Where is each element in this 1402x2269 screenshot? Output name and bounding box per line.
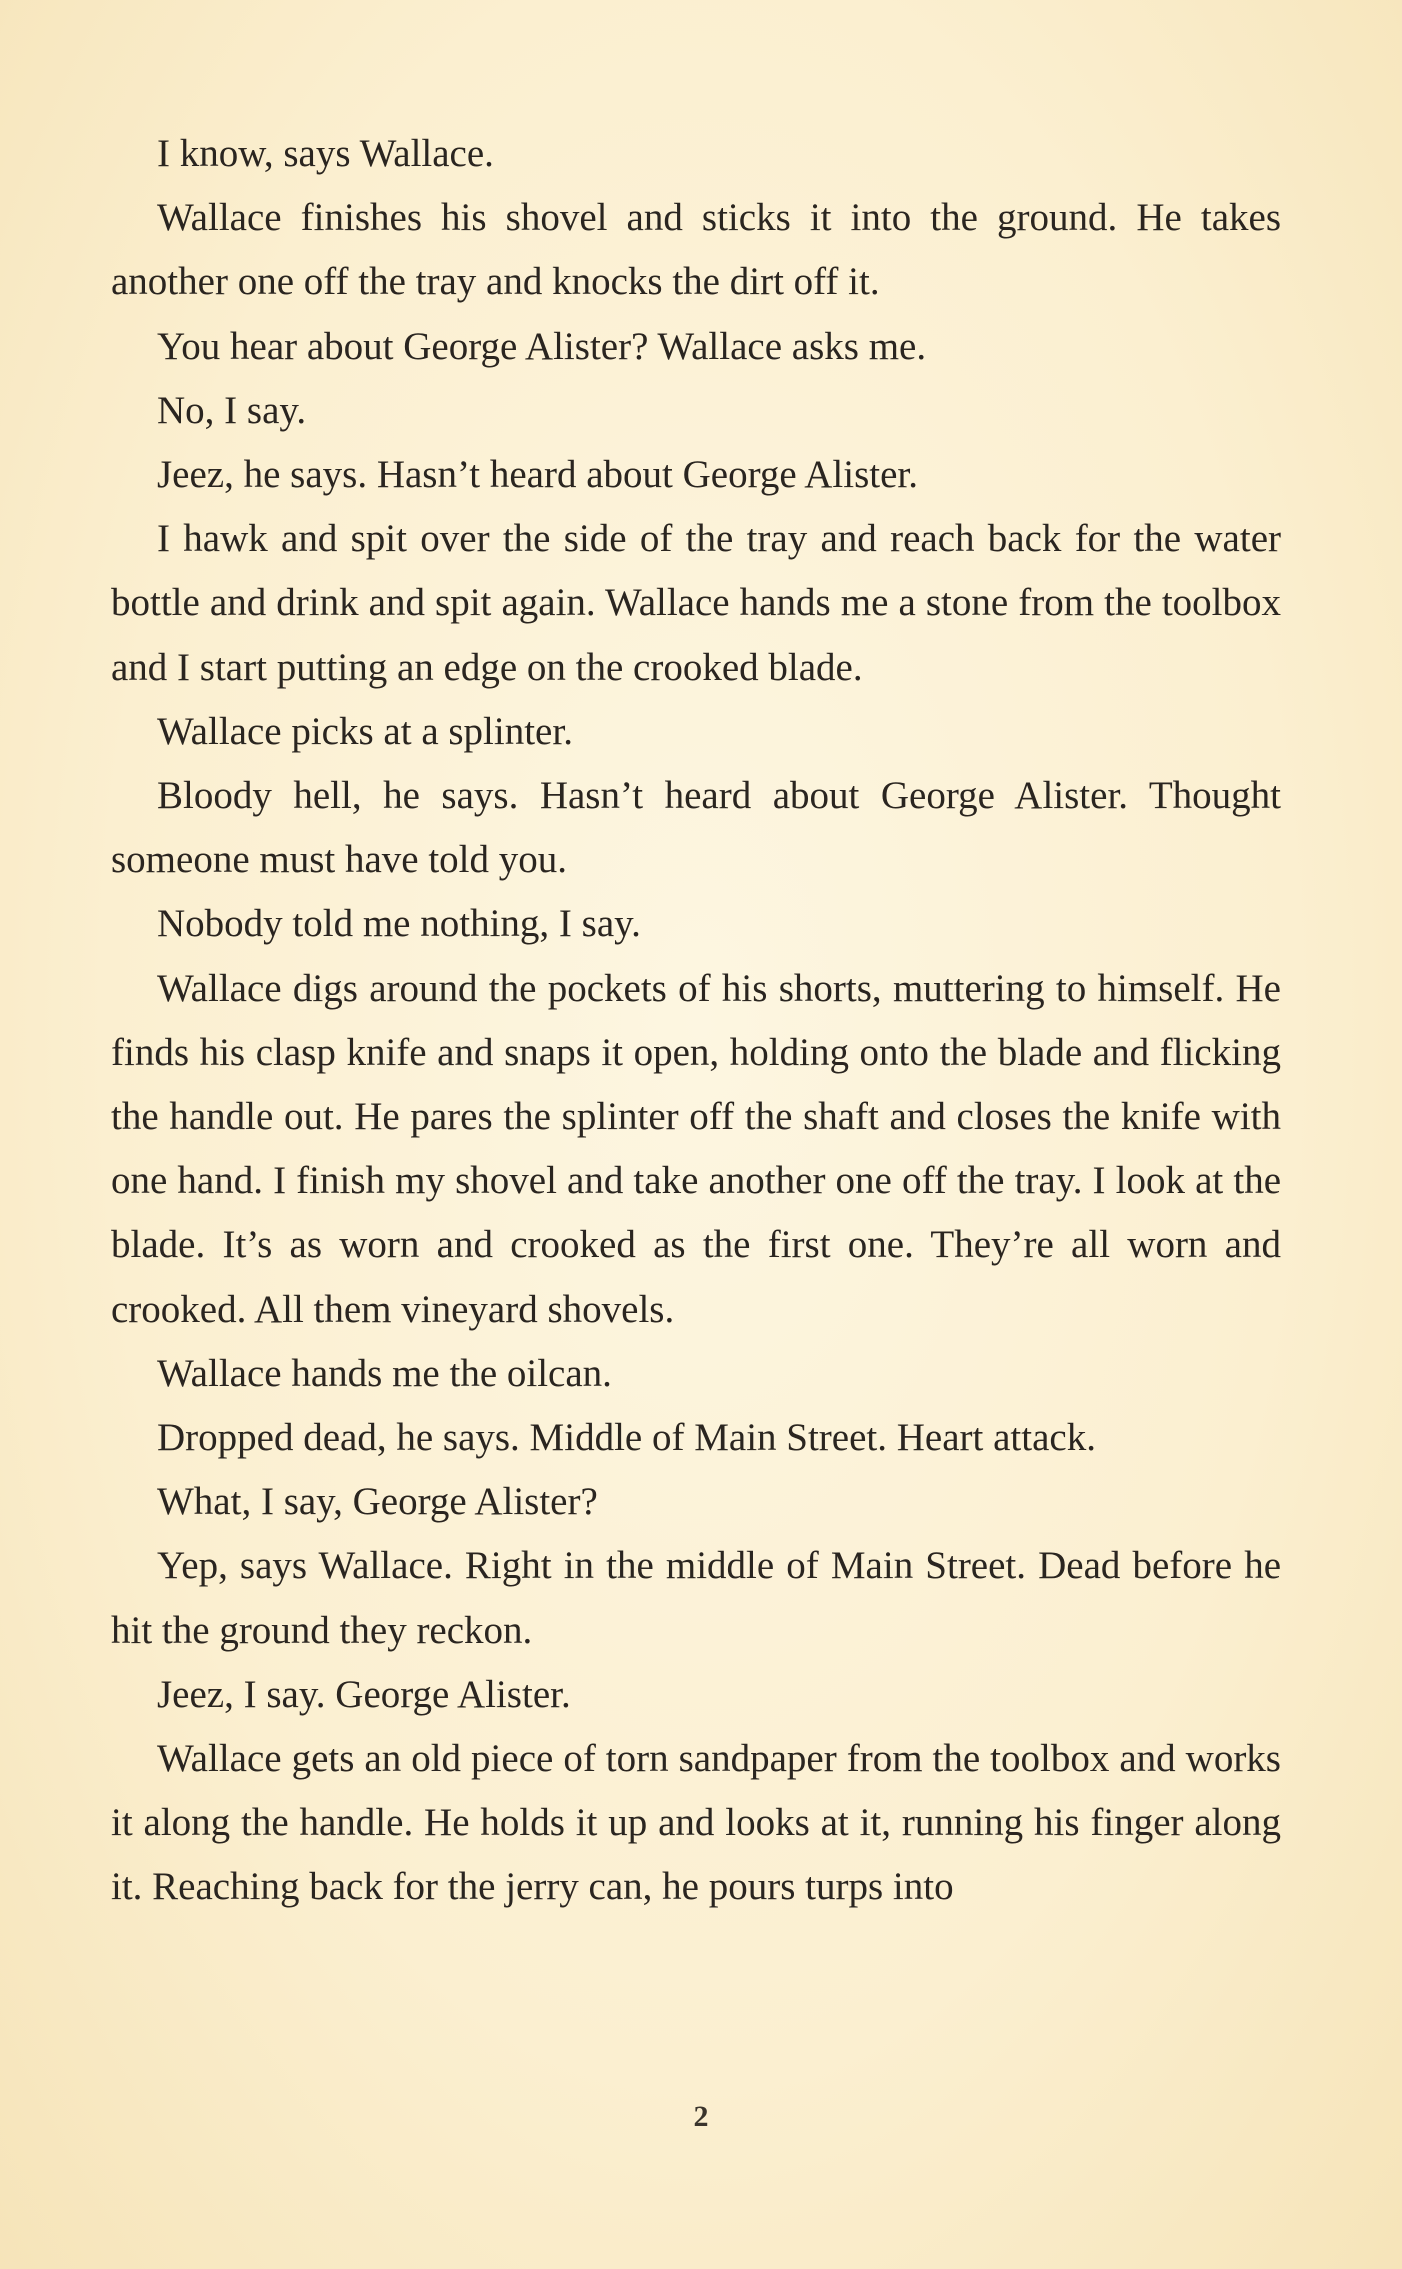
paragraph: Nobody told me nothing, I say. [157,902,641,946]
body-text [111,122,1281,1920]
paragraph: I hawk and spit over the side of the tray and reach back for the water bottle and drink and spit again. Wallace hands me a stone from the toolbox and I start putting an edge on the crooked blade. [111,517,1281,689]
paragraph: Yep, says Wallace. Right in the middle of Main Street. Dead before he hit the ground they reckon. [111,1544,1281,1652]
paragraph: Jeez, I say. George Alister. [157,1672,571,1716]
paragraph: I know, says Wallace. [157,132,494,175]
page-number: 2 [693,2100,709,2133]
paragraph: Bloody hell, he says. Hasn’t heard about George Alister. Thought someone must have told you. [111,774,1281,882]
paragraph: Wallace picks at a splinter. [157,709,573,753]
paragraph: No, I say. [157,388,307,432]
paragraph: Jeez, he says. Hasn’t heard about George Alister. [157,453,919,497]
paragraph: Wallace digs around the pockets of his shorts, muttering to himself. He finds his clasp knife and snaps it open, holding onto the blade and flicking the handle out. He pares the splinter off the shaft and closes the knife with one hand. I finish my shovel and take another one off the tray. I look at the blade. It’s as worn and crooked as the first one. They’re all worn and crooked. All them vineyard shovels. [111,966,1281,1331]
paragraph: What, I say, George Alister? [157,1480,598,1524]
paragraph: Wallace hands me the oilcan. [157,1351,612,1395]
paragraph: Wallace finishes his shovel and sticks it into the ground. He takes another one off the tray and knocks the dirt off it. [111,196,1281,304]
paragraph: Dropped dead, he says. Middle of Main Street. Heart attack. [157,1416,1096,1460]
paragraph: You hear about George Alister? Wallace asks me. [157,324,927,368]
paragraph: Wallace gets an old piece of torn sandpaper from the toolbox and works it along the handle. He holds it up and looks at it, running his finger along it. Reaching back for the jerry can, he pours turps into [111,1737,1281,1909]
